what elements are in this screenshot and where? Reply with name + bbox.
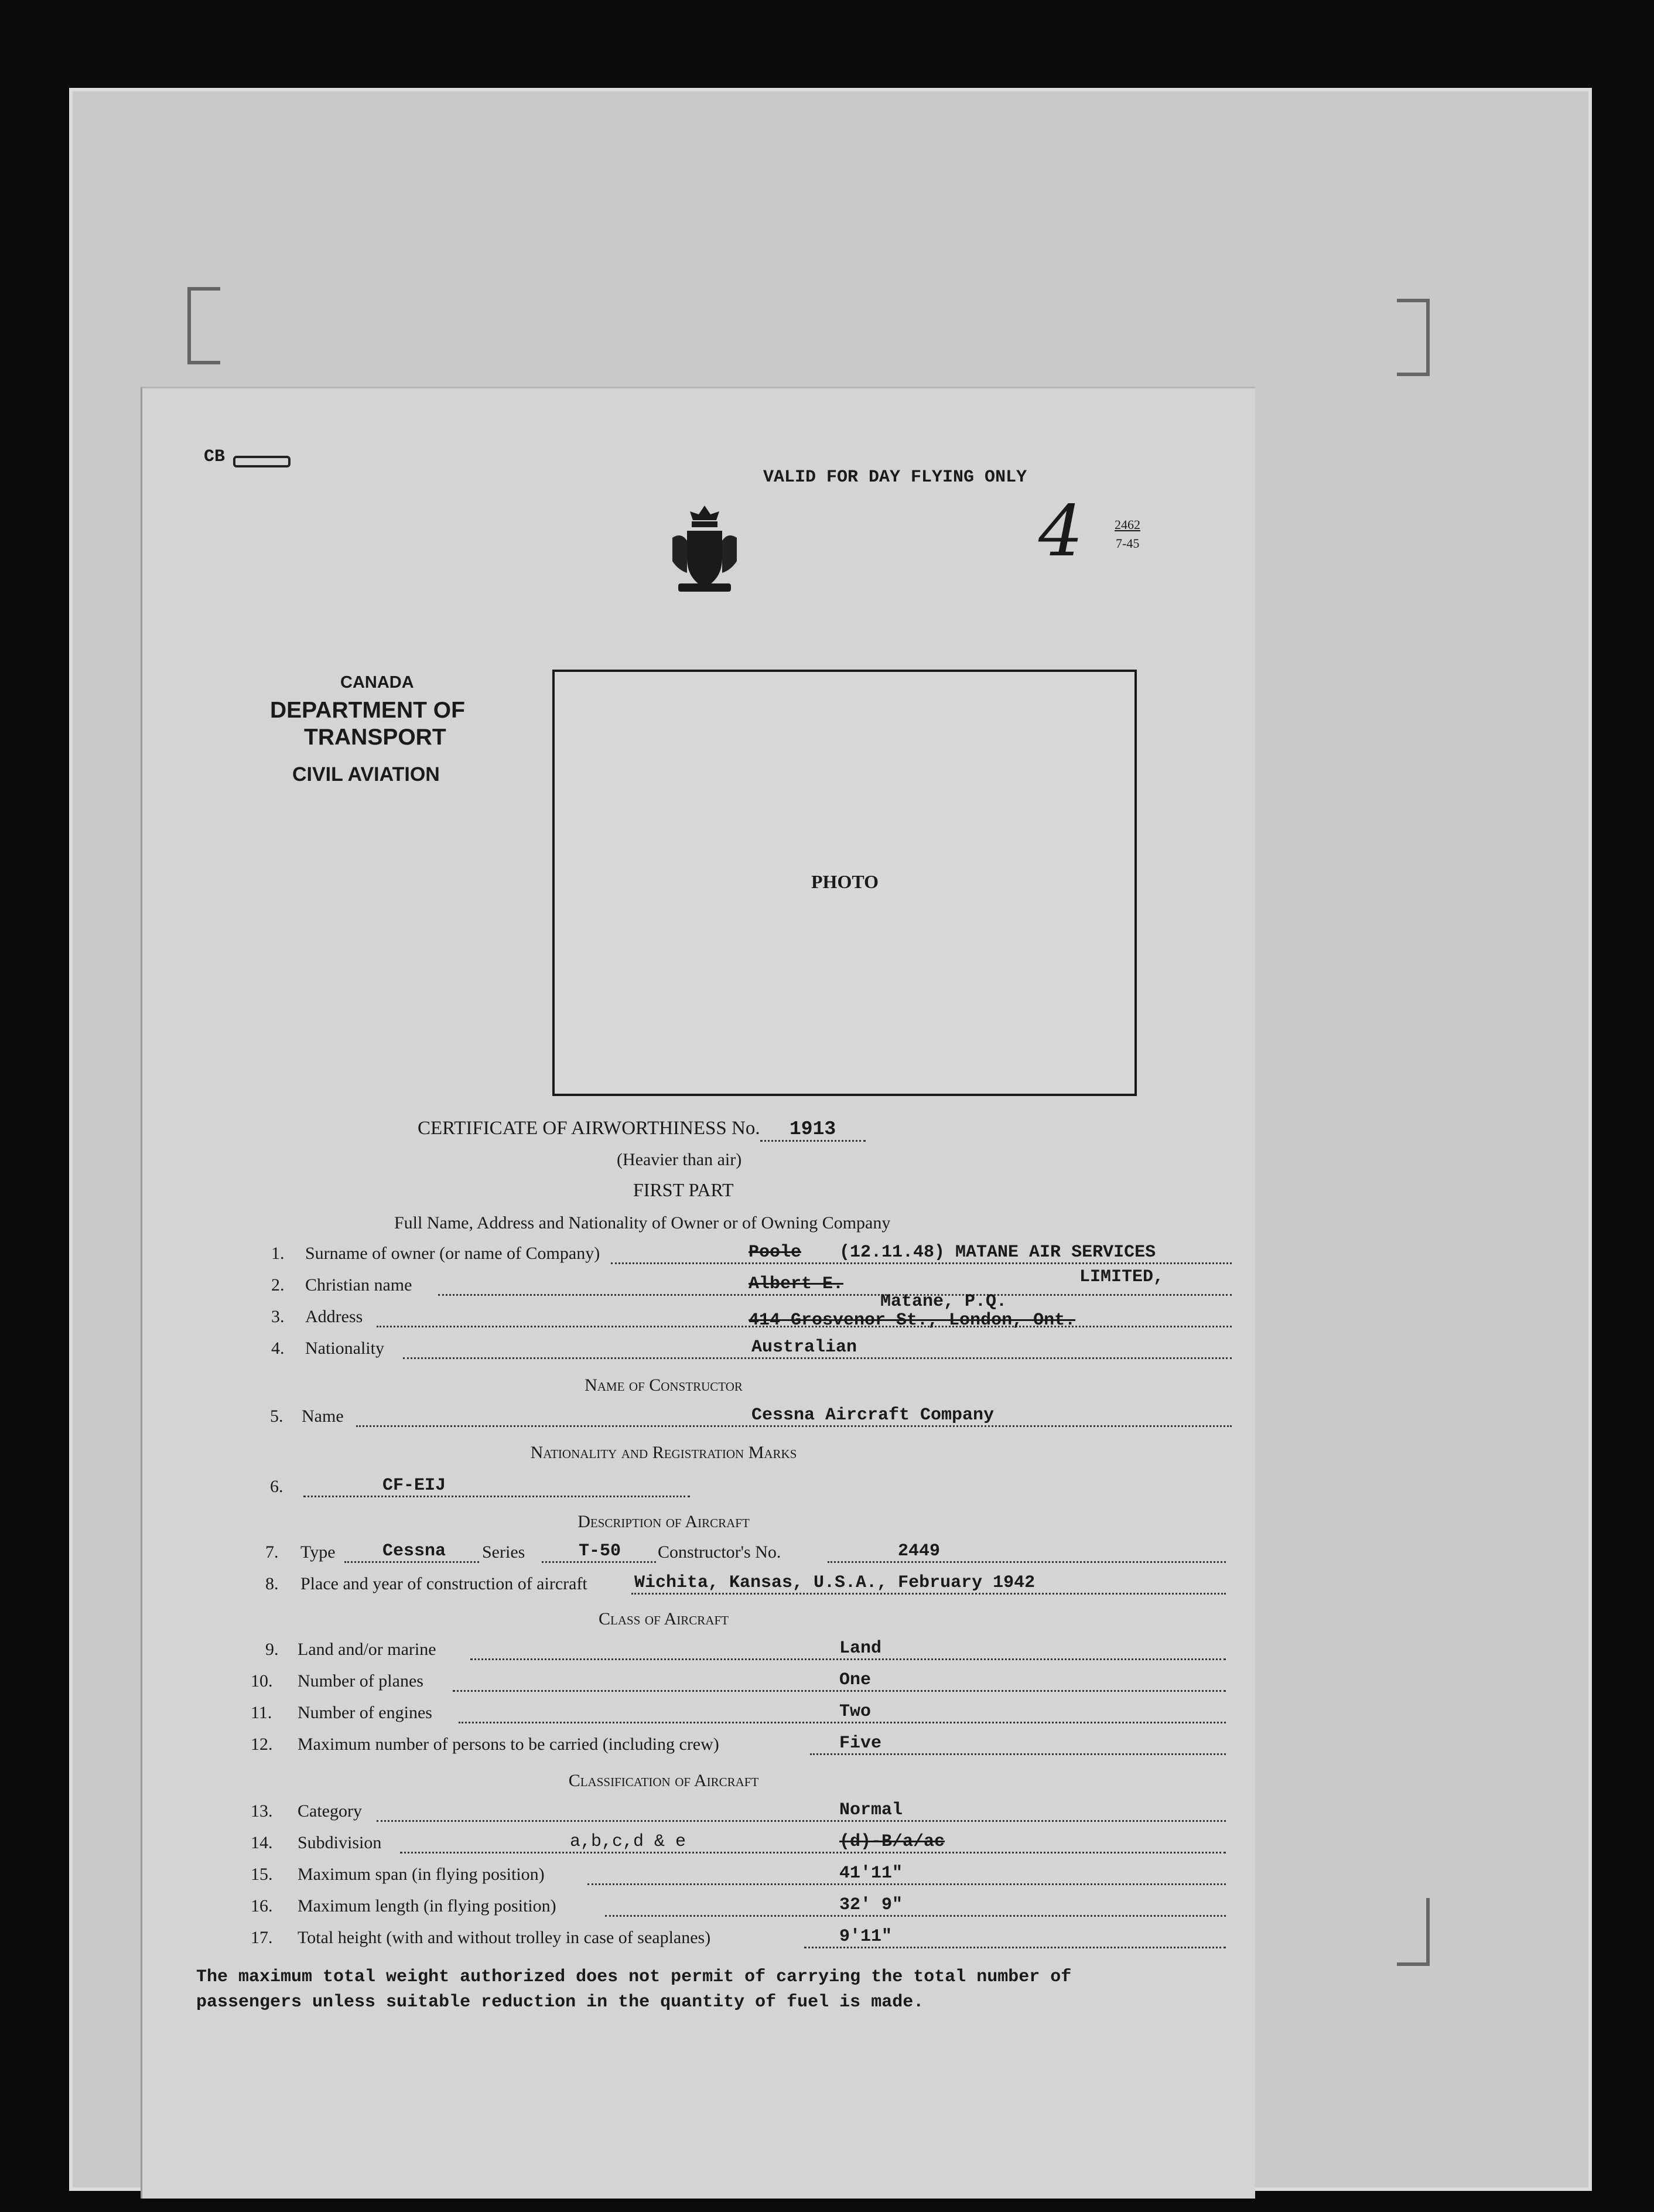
row-land-marine — [142, 1640, 1255, 1675]
row-label: Number of engines — [298, 1703, 432, 1722]
corner-bracket-left — [187, 287, 220, 364]
certificate-number: 1913 — [760, 1118, 866, 1142]
subdivision-value-a: a,b,c,d & e — [570, 1832, 686, 1852]
row-label: Christian name — [305, 1275, 412, 1295]
row-owner-christian-name — [142, 1267, 1255, 1310]
photo-box — [552, 670, 1137, 1096]
row-label: Nationality — [305, 1339, 384, 1358]
row-number: 2. — [271, 1275, 285, 1295]
row-number: 9. — [265, 1640, 279, 1659]
row-number: 1. — [271, 1244, 285, 1263]
row-aircraft-type — [142, 1542, 1255, 1578]
row-max-span — [142, 1865, 1255, 1900]
dotted-line — [356, 1425, 1232, 1427]
owner-surname-value: (12.11.48) MATANE AIR SERVICES — [839, 1242, 1156, 1262]
department-line2: TRANSPORT — [304, 725, 446, 750]
address-new-value: Matane, P.Q. — [880, 1292, 1007, 1312]
nationality-value: Australian — [751, 1337, 857, 1357]
type-label: Type — [300, 1542, 336, 1562]
construction-value: Wichita, Kansas, U.S.A., February 1942 — [634, 1573, 1036, 1593]
registration-value: CF-EIJ — [382, 1476, 446, 1496]
row-number: 16. — [251, 1896, 273, 1916]
dotted-line — [403, 1357, 1232, 1359]
coat-of-arms-icon — [664, 503, 746, 596]
row-label: Surname of owner (or name of Company) — [305, 1244, 600, 1263]
row-number: 7. — [265, 1542, 279, 1562]
form-number: 2462 — [1115, 517, 1140, 532]
constructor-no-value: 2449 — [898, 1541, 941, 1561]
row-construction-place — [142, 1574, 1255, 1609]
owner-surname-struck: Poole — [749, 1242, 802, 1262]
photo-label: PHOTO — [811, 871, 879, 892]
land-marine-value: Land — [839, 1638, 882, 1658]
weight-note-line2: passengers unless suitable reduction in the quantity of fuel is made. — [196, 1992, 924, 2012]
span-value: 41'11" — [839, 1863, 903, 1883]
row-owner-address — [142, 1292, 1255, 1342]
row-max-length — [142, 1896, 1255, 1931]
row-label: Maximum span (in flying position) — [298, 1865, 545, 1884]
dotted-line — [400, 1852, 1226, 1853]
class-heading: Class of Aircraft — [599, 1609, 729, 1629]
dotted-line — [470, 1658, 1226, 1660]
registration-heading: Nationality and Registration Marks — [530, 1443, 797, 1462]
row-number: 15. — [251, 1865, 273, 1884]
row-number: 12. — [251, 1735, 273, 1754]
engines-value: Two — [839, 1702, 872, 1722]
row-number: 14. — [251, 1833, 273, 1852]
series-value: T-50 — [579, 1541, 621, 1561]
row-owner-nationality — [142, 1339, 1255, 1374]
form-date: 7-45 — [1116, 536, 1140, 551]
dotted-line — [605, 1915, 1226, 1917]
row-number-of-engines — [142, 1703, 1255, 1738]
dotted-line — [804, 1947, 1226, 1948]
department-line1: DEPARTMENT OF — [270, 698, 465, 723]
certificate-title — [418, 1118, 866, 1142]
row-label: Maximum length (in flying position) — [298, 1896, 556, 1916]
handwritten-mark: 4 — [1038, 491, 1084, 572]
description-heading: Description of Aircraft — [577, 1512, 750, 1531]
certificate-subtitle: (Heavier than air) — [617, 1150, 742, 1169]
row-number: 10. — [251, 1671, 273, 1691]
constructor-heading: Name of Constructor — [585, 1375, 743, 1395]
row-label: Name — [302, 1407, 344, 1426]
planes-value: One — [839, 1670, 872, 1690]
weight-note-line1: The maximum total weight authorized does not permit of carrying the total number of — [196, 1967, 1072, 1987]
row-number: 3. — [271, 1307, 285, 1326]
row-label: Total height (with and without trolley in case of seaplanes) — [298, 1928, 711, 1947]
height-value: 9'11" — [839, 1927, 893, 1947]
certificate-part: FIRST PART — [633, 1179, 734, 1200]
row-label: Land and/or marine — [298, 1640, 436, 1659]
owner-heading: Full Name, Address and Nationality of Owner or of Owning Company — [394, 1213, 891, 1233]
series-label: Series — [482, 1542, 525, 1562]
row-number: 5. — [270, 1407, 283, 1426]
row-registration — [142, 1477, 1255, 1512]
row-max-persons — [142, 1735, 1255, 1770]
row-label: Subdivision — [298, 1833, 382, 1852]
constructor-value: Cessna Aircraft Company — [751, 1405, 995, 1425]
dotted-line — [303, 1496, 690, 1497]
dotted-line — [810, 1753, 1226, 1755]
dotted-line — [459, 1722, 1226, 1723]
dotted-line — [377, 1820, 1226, 1822]
dotted-line — [542, 1561, 656, 1563]
row-number: 8. — [265, 1574, 279, 1593]
row-number: 6. — [270, 1477, 283, 1496]
dotted-line — [611, 1262, 1232, 1264]
row-total-height — [142, 1928, 1255, 1963]
dotted-line — [344, 1561, 479, 1563]
row-label: Place and year of construction of aircraft — [300, 1574, 587, 1593]
dotted-line — [631, 1593, 1226, 1595]
row-number: 13. — [251, 1801, 273, 1821]
row-label: Maximum number of persons to be carried (including crew) — [298, 1735, 719, 1754]
division: CIVIL AVIATION — [292, 763, 440, 786]
dotted-line — [587, 1883, 1226, 1885]
owner-surname-value-cont: LIMITED, — [1079, 1267, 1164, 1287]
dotted-line — [453, 1690, 1226, 1692]
dotted-line — [438, 1294, 1232, 1296]
certificate-title-text: CERTIFICATE OF AIRWORTHINESS No. — [418, 1118, 760, 1139]
length-value: 32' 9" — [839, 1895, 903, 1915]
corner-bracket-right — [1397, 299, 1430, 376]
dotted-line — [828, 1561, 1226, 1563]
row-label: Number of planes — [298, 1671, 423, 1691]
clip-mark — [233, 456, 291, 467]
row-label: Address — [305, 1307, 363, 1326]
persons-value: Five — [839, 1733, 882, 1753]
corner-bracket-bottom-right — [1397, 1898, 1430, 1966]
certificate-sheet — [141, 387, 1255, 2199]
subdivision-value-b: (d)-B/a/ac — [839, 1832, 945, 1852]
corner-mark: CB — [204, 447, 225, 467]
row-category — [142, 1801, 1255, 1836]
row-label: Category — [298, 1801, 362, 1821]
row-number: 17. — [251, 1928, 273, 1947]
constructor-no-label: Constructor's No. — [658, 1542, 781, 1562]
address-struck: 414 Grosvenor St., London, Ont. — [749, 1310, 1076, 1330]
row-subdivision — [142, 1833, 1255, 1868]
category-value: Normal — [839, 1800, 903, 1820]
row-constructor-name — [142, 1407, 1255, 1442]
row-number: 4. — [271, 1339, 285, 1358]
christian-name-struck: Albert E. — [749, 1274, 844, 1294]
country: CANADA — [340, 673, 414, 692]
row-number-of-planes — [142, 1671, 1255, 1706]
classification-heading: Classification of Aircraft — [568, 1771, 759, 1790]
type-value: Cessna — [382, 1541, 446, 1561]
validity-note: VALID FOR DAY FLYING ONLY — [763, 467, 1027, 487]
row-number: 11. — [251, 1703, 272, 1722]
